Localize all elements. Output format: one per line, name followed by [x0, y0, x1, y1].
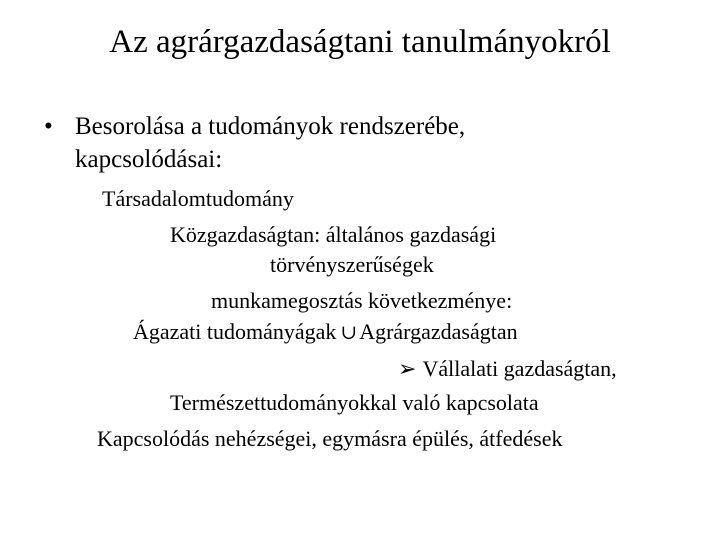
line-kozgazdasagtan: Közgazdaságtan: általános gazdasági	[170, 222, 497, 247]
union-icon: ∪	[340, 322, 358, 344]
line-termeszettudomany: Természettudományokkal való kapcsolata	[170, 390, 539, 415]
bullet-text-line-2: kapcsolódásai:	[75, 146, 223, 173]
line-kapcsolodas: Kapcsolódás nehézségei, egymásra épülés, átfedések	[97, 426, 563, 451]
agrargazdasagtan-label: Agrárgazdaságtan	[359, 319, 518, 344]
arrowhead-right-icon: ➢	[398, 356, 417, 381]
line-vallalati	[398, 354, 617, 384]
bullet-dot-icon: •	[44, 113, 53, 140]
bullet-text-line-1: Besorolása a tudományok rendszerébe,	[75, 113, 466, 140]
slide-title: Az agrárgazdaságtani tanulmányokról	[109, 24, 611, 60]
line-tarsadalomtudomany: Társadalomtudomány	[102, 186, 294, 211]
line-agazati	[133, 317, 518, 348]
agazati-label: Ágazati tudományágak	[133, 319, 337, 344]
line-torvenyszerusegek: törvényszerűségek	[270, 252, 434, 277]
vallalati-label: Vállalati gazdaságtan,	[422, 356, 617, 381]
line-munkamegosztas: munkamegosztás következménye:	[211, 288, 513, 313]
